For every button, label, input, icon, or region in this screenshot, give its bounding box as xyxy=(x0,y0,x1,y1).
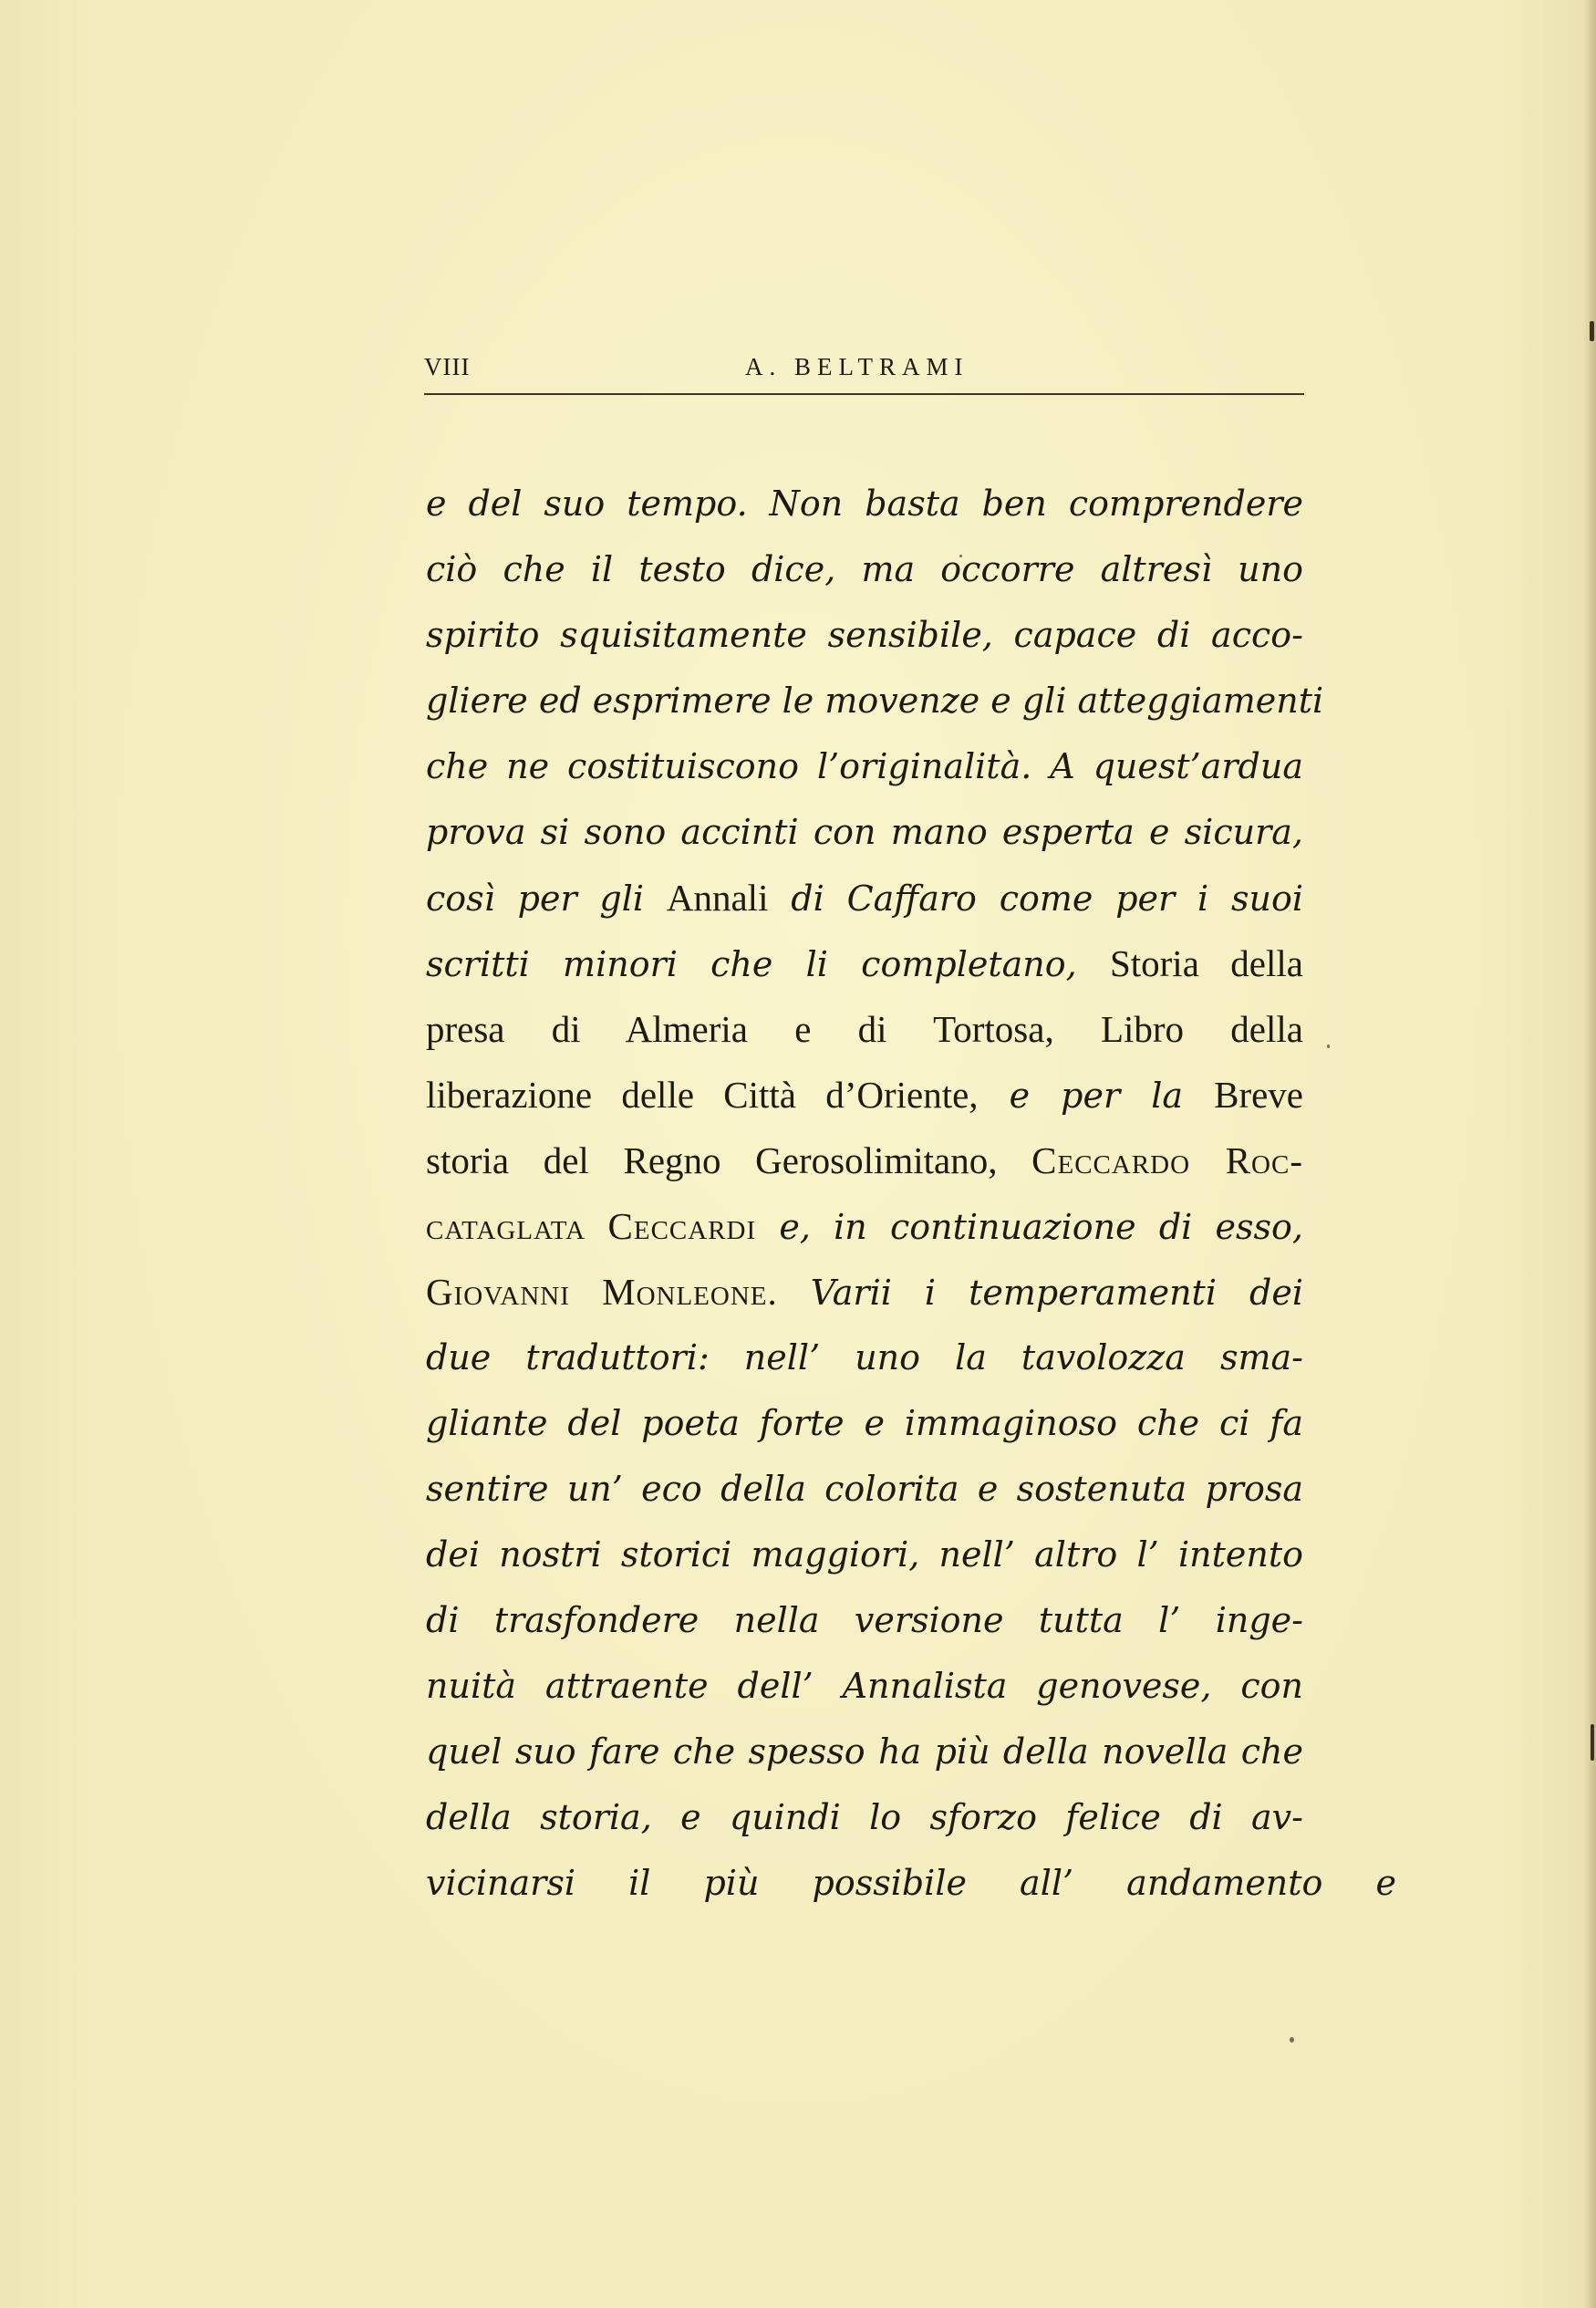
text-run: di trasfondere nella versione tutta l’ inge- xyxy=(426,1600,1303,1640)
text-line xyxy=(426,865,1303,930)
text-run: Annali xyxy=(666,877,769,919)
text-run: ciò che il testo dice, ma occorre altresì uno xyxy=(426,549,1303,589)
text-run: Ceccardo Roc- xyxy=(1031,1139,1303,1181)
text-line xyxy=(426,733,1303,799)
text-run: di Caffaro come per i suoi xyxy=(768,878,1303,919)
text-run: dei nostri storici maggiori, nell’ altro l’ intento xyxy=(426,1534,1303,1575)
text-run: quel suo fare che spesso ha più della novella che xyxy=(426,1731,1303,1772)
text-run: e, in continuazione di esso, xyxy=(756,1207,1303,1247)
running-head xyxy=(424,349,1304,395)
text-run: gliere ed esprimere le movenze e gli atteggiamenti xyxy=(426,681,1324,721)
text-line xyxy=(426,1587,1303,1653)
text-line xyxy=(426,1128,1303,1193)
text-run: della storia, e quindi lo sforzo felice di av- xyxy=(426,1797,1303,1837)
text-run: sentire un’ eco della colorita e sostenuta prosa xyxy=(426,1469,1303,1509)
paper-speck xyxy=(1327,1045,1330,1048)
text-run: Varii i temperamenti dei xyxy=(777,1273,1303,1313)
text-run: e per la xyxy=(978,1076,1215,1116)
text-run: che ne costituiscono l’originalità. A quest’ardua xyxy=(426,746,1303,786)
text-line xyxy=(426,1325,1303,1390)
text-run: prova si sono accinti con mano esperta e sicura, xyxy=(426,812,1303,852)
text-line xyxy=(426,1456,1303,1522)
text-line xyxy=(426,1193,1303,1259)
text-run: Breve xyxy=(1214,1074,1303,1116)
text-line xyxy=(426,1653,1303,1719)
text-line xyxy=(426,536,1303,602)
text-line xyxy=(426,996,1303,1062)
text-line xyxy=(426,1390,1303,1456)
text-run: presa di Almeria e di Tortosa, Libro della xyxy=(426,1008,1303,1050)
text-run: due traduttori: nell’ uno la tavolozza sma- xyxy=(426,1337,1303,1378)
text-run: cataglata Ceccardi xyxy=(426,1205,757,1247)
text-line xyxy=(426,668,1324,733)
text-line xyxy=(426,1522,1303,1587)
text-run: gliante del poeta forte e immaginoso che ci fa xyxy=(426,1403,1303,1443)
text-run: Storia della xyxy=(1109,942,1303,984)
text-run: vicinarsi il più possibile all’ andamento e xyxy=(426,1863,1396,1903)
text-run: e del suo tempo. Non basta ben comprendere xyxy=(426,483,1303,524)
text-run: storia del Regno Gerosolimitano, xyxy=(426,1139,1032,1181)
text-line xyxy=(426,930,1303,996)
text-line xyxy=(426,1062,1303,1128)
running-title: A. BELTRAMI xyxy=(745,353,969,380)
page-edge-shadow xyxy=(1583,0,1596,2308)
paper-speck xyxy=(1290,2037,1294,2043)
text-line xyxy=(426,1259,1303,1325)
body-text xyxy=(426,471,1396,1916)
text-run: nuità attraente dell’ Annalista genovese, con xyxy=(426,1666,1303,1706)
text-run: liberazione delle Città d’Oriente, xyxy=(426,1074,979,1116)
text-line xyxy=(426,1850,1396,1916)
text-run: spirito squisitamente sensibile, capace di acco- xyxy=(426,615,1303,655)
text-line xyxy=(426,471,1303,536)
text-run: Giovanni Monleone. xyxy=(426,1271,778,1313)
edge-mark xyxy=(1590,321,1594,341)
text-line xyxy=(426,1719,1303,1784)
text-line xyxy=(426,799,1303,865)
text-line xyxy=(426,602,1303,668)
edge-mark xyxy=(1591,1724,1594,1761)
text-line xyxy=(426,1784,1303,1850)
text-run: così per gli xyxy=(426,878,667,919)
text-run: scritti minori che li completano, xyxy=(426,944,1110,984)
page-number: VIII xyxy=(424,353,471,380)
